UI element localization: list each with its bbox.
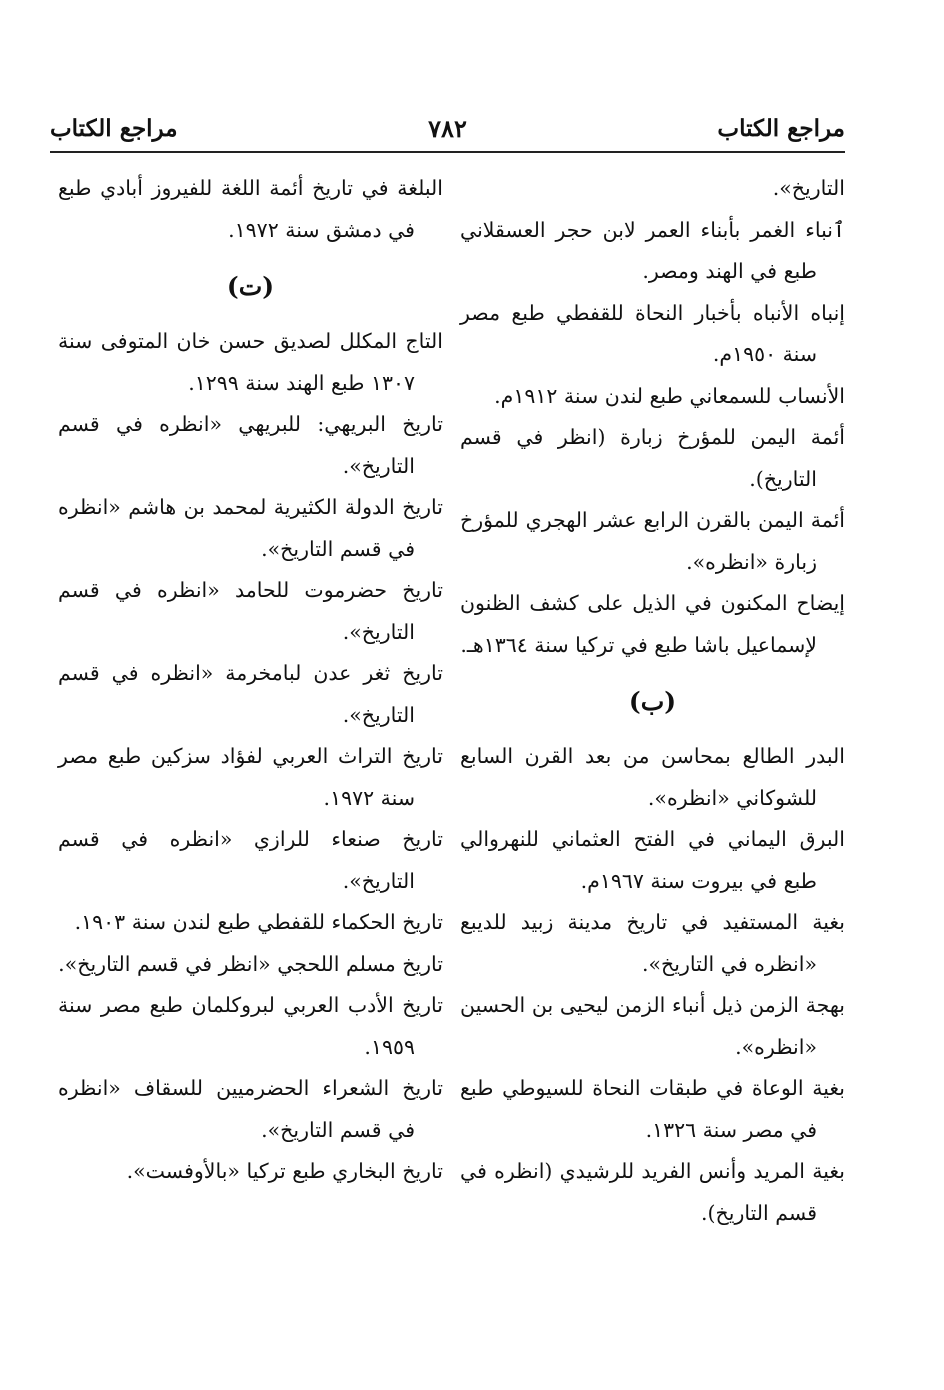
reference-entry: تاريخ البريهي: للبريهي «انظره في قسم التاريخ». xyxy=(58,412,443,478)
page-number: ٧٨٢ xyxy=(428,114,467,143)
section-heading: (ت) xyxy=(226,272,275,301)
running-title-right: مراجع الكتاب xyxy=(717,115,845,142)
reference-entry: تاريخ الأدب العربي لبروكلمان طبع مصر سنة ١٩٥٩. xyxy=(58,993,443,1059)
reference-entry: بغية المستفيد في تاريخ مدينة زبيد للديبع «انظره في التاريخ». xyxy=(460,910,845,976)
reference-entry: تاريخ ثغر عدن لبامخرمة «انظره في قسم التاريخ». xyxy=(58,661,443,727)
left-column xyxy=(58,168,443,1193)
reference-entry: تاريخ البخاري طبع تركيا «بالأوفست». xyxy=(126,1159,443,1183)
page-header xyxy=(50,112,845,152)
reference-entry: إيضاح المكنون في الذيل على كشف الظنون لإسماعيل باشا طبع في تركيا سنة ١٣٦٤هـ. xyxy=(460,591,845,657)
right-column xyxy=(460,168,845,1234)
reference-entry: الأنساب للسمعاني طبع لندن سنة ١٩١٢م. xyxy=(494,383,845,408)
reference-entry: أئمة اليمن للمؤرخ زبارة (انظر في قسم التاريخ). xyxy=(460,425,845,491)
running-title-left: مراجع الكتاب xyxy=(50,115,178,142)
reference-entry: ٱنباء الغمر بأبناء العمر لابن حجر العسقلاني طبع في الهند ومصر. xyxy=(460,217,845,283)
reference-entry: بهجة الزمن ذيل أنباء الزمن ليحيى بن الحسين «انظره». xyxy=(460,993,845,1059)
reference-entry: أئمة اليمن بالقرن الرابع عشر الهجري للمؤرخ زبارة «انظره». xyxy=(460,508,845,574)
reference-entry: إنباه الأنباه بأخبار النحاة للقفطي طبع مصر سنة ١٩٥٠م. xyxy=(460,300,845,366)
reference-entry: البرق اليماني في الفتح العثماني للنهروالي طبع في بيروت سنة ١٩٦٧م. xyxy=(460,827,845,893)
reference-entry: تاريخ الشعراء الحضرميين للسقاف «انظره في قسم التاريخ». xyxy=(58,1076,443,1142)
reference-entry: البدر الطالع بمحاسن من بعد القرن السابع للشوكاني «انظره». xyxy=(460,744,845,810)
reference-entry: تاريخ الدولة الكثيرية لمحمد بن هاشم «انظره في قسم التاريخ». xyxy=(58,495,443,561)
reference-entry: البلغة في تاريخ أئمة اللغة للفيروز أبادي طبع في دمشق سنة ١٩٧٢. xyxy=(58,176,443,242)
reference-entry: تاريخ مسلم اللحجي «انظر في قسم التاريخ». xyxy=(58,951,443,976)
reference-entry: تاريخ الحكماء للقفطي طبع لندن سنة ١٩٠٣. xyxy=(74,910,443,934)
reference-entry: بغية المريد وأنس الفريد للرشيدي (انظره في قسم التاريخ). xyxy=(460,1159,845,1225)
reference-entry: تاريخ صنعاء للرازي «انظره في قسم التاريخ». xyxy=(58,827,443,893)
reference-entry: بغية الوعاة في طبقات النحاة للسيوطي طبع في مصر سنة ١٣٢٦. xyxy=(460,1076,845,1142)
header-divider xyxy=(50,151,845,153)
section-heading: (ب) xyxy=(628,687,677,716)
reference-entry: التاج المكلل لصديق حسن خان المتوفى سنة ١٣٠٧ طبع الهند سنة ١٢٩٩. xyxy=(58,329,443,395)
reference-entry: التاريخ». xyxy=(772,176,845,200)
reference-entry: تاريخ التراث العربي لفؤاد سزكين طبع مصر سنة ١٩٧٢. xyxy=(58,744,443,810)
reference-entry: تاريخ حضرموت للحامد «انظره في قسم التاريخ». xyxy=(58,578,443,644)
